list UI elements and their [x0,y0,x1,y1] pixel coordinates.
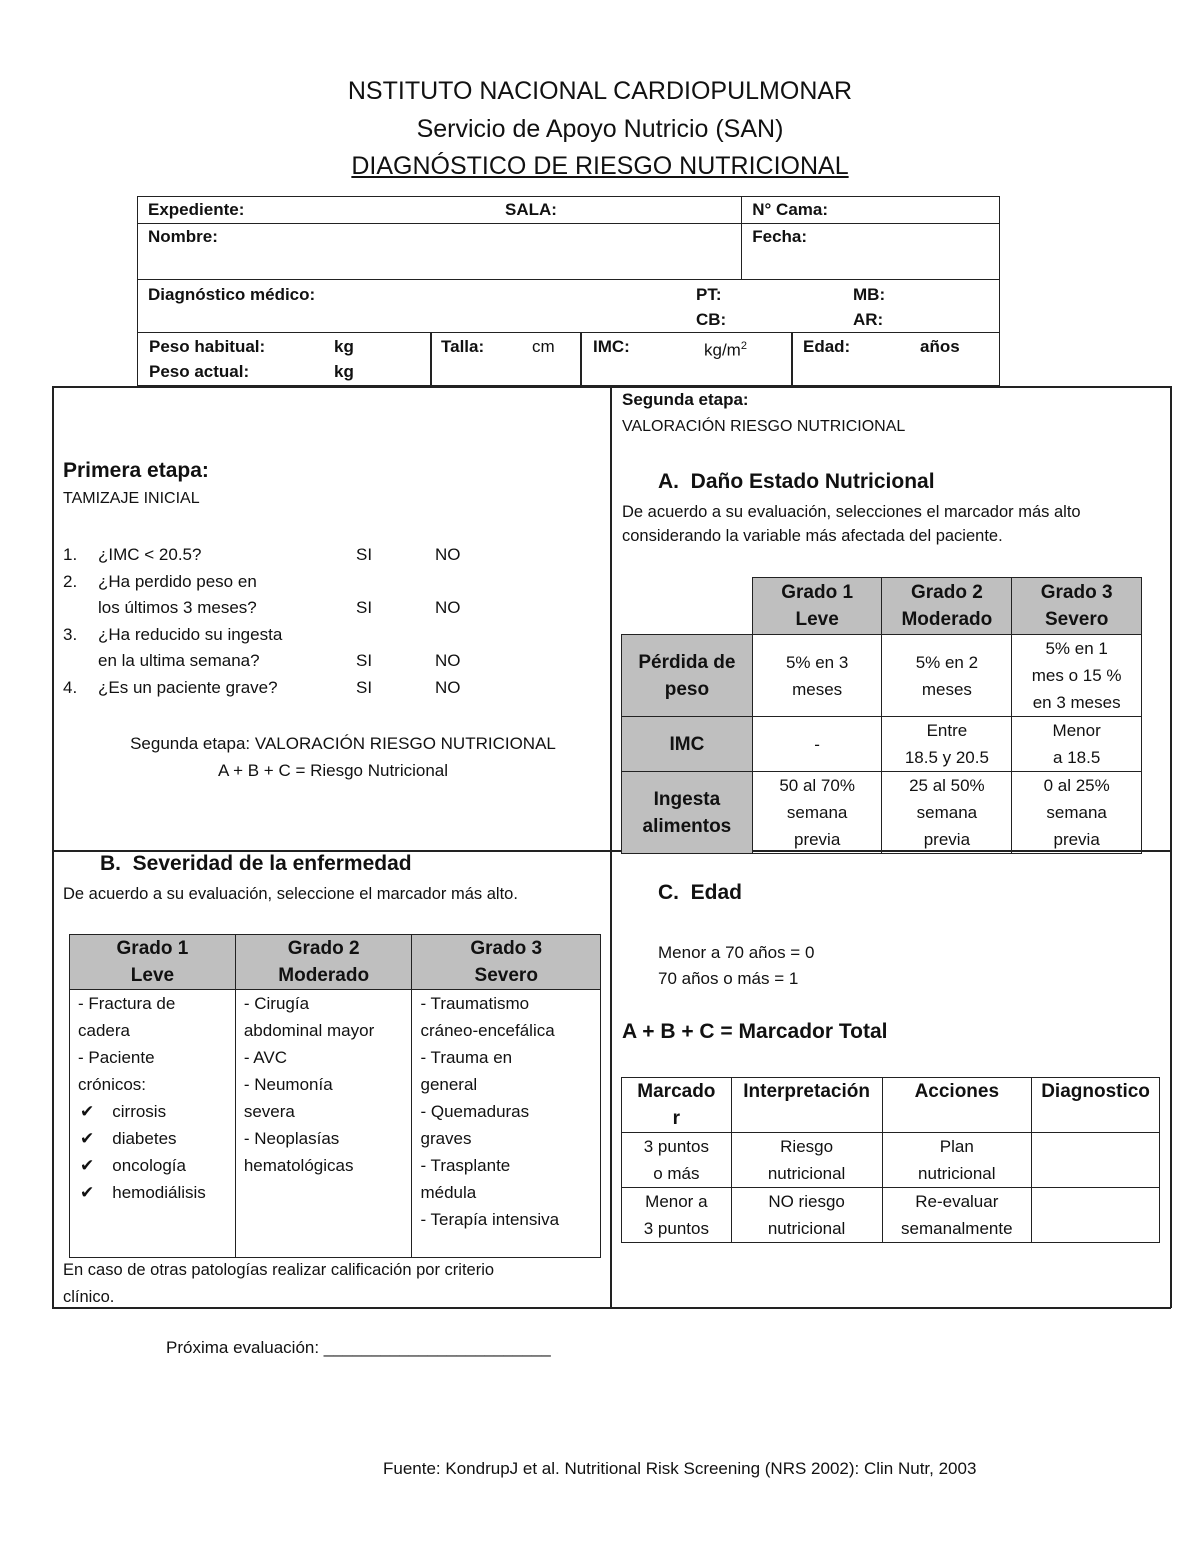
header-marcador: Marcado r [622,1078,732,1133]
nutritional-status-table [621,577,1142,854]
table-cell: NO riesgo nutricional [731,1188,882,1243]
institution-name: NSTITUTO NACIONAL CARDIOPULMONAR [347,77,853,105]
grid-line [52,1307,1171,1309]
source-citation: Fuente: KondrupJ et al. Nutritional Risk Screening (NRS 2002): Clin Nutr, 2003 [383,1459,977,1478]
question-3: 3. ¿Ha reducido su ingesta en la ultima semana? SI NO [63,622,583,675]
si-option[interactable]: SI [356,598,373,617]
fecha-label: Fecha: [752,227,808,246]
table-cell[interactable]: Entre 18.5 y 20.5 [882,717,1012,772]
total-score-table [621,1077,1160,1243]
nombre-label: Nombre: [148,227,218,246]
table-cell: Riesgo nutricional [731,1133,882,1188]
kg-unit: kg [334,362,354,381]
measurements-row [137,332,1000,386]
table-cell[interactable]: 5% en 1 mes o 15 % en 3 meses [1012,635,1142,717]
grade-3-header: Grado 3 Severo [412,935,601,990]
primera-note-1: Segunda etapa: VALORACIÓN RIESGO NUTRICIONAL [130,734,556,753]
section-b-desc: De acuerdo a su evaluación, seleccione el marcador más alto. [63,885,518,903]
check-icon: ✔ [80,1183,95,1202]
kgm2-unit: $kg/m^2$ [704,340,747,360]
no-option[interactable]: NO [435,545,461,564]
table-cell[interactable]: - [752,717,882,772]
sala-label: SALA: [505,200,557,219]
si-option[interactable]: SI [356,677,373,697]
cm-unit: cm [532,337,555,356]
table-cell[interactable]: 5% en 2 meses [882,635,1012,717]
diagnostico-input-cell[interactable] [1032,1188,1160,1243]
diagnostico-label: Diagnóstico médico: [148,285,316,304]
header-interpretacion: Interpretación [731,1078,882,1133]
grade-2-header: Grado 2 Moderado [882,578,1012,635]
primera-etapa-title: Primera etapa: [63,459,209,482]
diagnostico-cell[interactable] [138,280,1000,333]
peso-actual-label[interactable]: Peso actual: [149,362,250,381]
table-cell[interactable]: 5% en 3 meses [752,635,882,717]
table-cell[interactable]: Menor a 18.5 [1012,717,1142,772]
segunda-etapa-title: Segunda etapa: [622,390,749,409]
section-a-desc-2: considerando la variable más afectada del paciente. [622,527,1003,545]
screening-questions [63,542,583,701]
grade-1-conditions[interactable]: - Fractura de cadera - Paciente crónicos: ✔ cirrosis ✔ diabetes ✔ oncología ✔ hemodiálisis [70,990,236,1258]
edad-rule-2: 70 años o más = 1 [658,969,799,988]
proxima-evaluacion-field[interactable]: Próxima evaluación: ________________________ [166,1338,551,1357]
severity-table [69,934,601,1258]
table-cell: 3 puntos o más [622,1133,732,1188]
kg-unit: kg [334,337,354,356]
grade-1-header: Grado 1 Leve [752,578,882,635]
table-cell: Re-evaluar semanalmente [882,1188,1032,1243]
no-option[interactable]: NO [435,651,461,670]
header-diagnostico: Diagnostico [1032,1078,1160,1133]
section-a-desc-1: De acuerdo a su evaluación, selecciones el marcador más alto [622,503,1081,521]
section-b-footer-2: clínico. [63,1288,115,1306]
grid-line [52,386,1171,388]
table-cell: Plan nutricional [882,1133,1032,1188]
row-label-perdida-peso: Pérdida de peso [622,635,753,717]
check-icon: ✔ [80,1102,95,1121]
table-cell: Menor a 3 puntos [622,1188,732,1243]
cb-label: CB: [696,310,727,329]
primera-note-2: A + B + C = Riesgo Nutricional [217,761,449,780]
question-4: 4. ¿Es un paciente grave? SI NO [63,675,583,702]
check-icon: ✔ [80,1156,95,1175]
service-name: Servicio de Apoyo Nutricio (SAN) [416,115,784,143]
row-label-ingesta: Ingesta alimentos [622,772,753,854]
section-b-footer-1: En caso de otras patologías realizar calificación por criterio [63,1261,495,1279]
tamizaje-subtitle: TAMIZAJE INICIAL [63,490,200,507]
section-b-title: B. Severidad de la enfermedad [100,852,412,875]
cama-label: N° Cama: [752,200,829,219]
talla-label[interactable]: Talla: [441,337,485,356]
patient-info-table [137,196,1000,333]
mb-label: MB: [853,285,886,304]
section-c-title: C. Edad [658,881,743,904]
grade-2-conditions[interactable]: - Cirugía abdominal mayor - AVC - Neumonía severa - Neoplasías hematológicas [235,990,412,1258]
header-acciones: Acciones [882,1078,1032,1133]
grade-3-header: Grado 3 Severo [1012,578,1142,635]
document-title: DIAGNÓSTICO DE RIESGO NUTRICIONAL [351,152,849,180]
valoracion-subtitle: VALORACIÓN RIESGO NUTRICIONAL [622,418,906,435]
ar-label: AR: [853,310,884,329]
row-label-imc: IMC [622,717,753,772]
si-option[interactable]: SI [356,651,373,670]
total-title: A + B + C = Marcador Total [622,1020,888,1043]
edad-label[interactable]: Edad: [803,337,851,356]
expediente-label: Expediente: [148,200,245,219]
grid-line [610,386,612,1308]
peso-habitual-label[interactable]: Peso habitual: [149,337,266,356]
table-cell[interactable]: 50 al 70% semana previa [752,772,882,854]
grade-3-conditions[interactable]: - Traumatismo cráneo-encefálica - Trauma en general - Quemaduras graves - Trasplante médula - Terapía intensiva [412,990,601,1258]
question-1: 1. ¿IMC < 20.5? SI NO [63,542,583,569]
section-a-title: A. Daño Estado Nutricional [658,470,935,493]
grid-line [52,386,54,1308]
diagnostico-input-cell[interactable] [1032,1133,1160,1188]
si-option[interactable]: SI [356,545,373,564]
edad-rule-1: Menor a 70 años = 0 [658,943,815,962]
nombre-cell[interactable] [138,224,742,280]
pt-label: PT: [696,285,722,304]
no-option[interactable]: NO [435,598,461,617]
check-icon: ✔ [80,1129,95,1148]
grade-2-header: Grado 2 Moderado [235,935,412,990]
grid-line [1170,386,1172,1308]
cama-cell[interactable] [742,197,1000,224]
question-2: 2. ¿Ha perdido peso en los últimos 3 meses? SI NO [63,569,583,622]
document-title-wrap [0,148,1200,184]
grade-1-header: Grado 1 Leve [70,935,236,990]
imc-label[interactable]: IMC: [593,337,630,356]
anos-unit: años [920,337,960,356]
table-cell[interactable]: 0 al 25% semana previa [1012,772,1142,854]
table-cell[interactable]: 25 al 50% semana previa [882,772,1012,854]
no-option[interactable]: NO [435,677,461,697]
expediente-cell[interactable] [138,197,742,224]
fecha-cell[interactable] [742,224,1000,280]
